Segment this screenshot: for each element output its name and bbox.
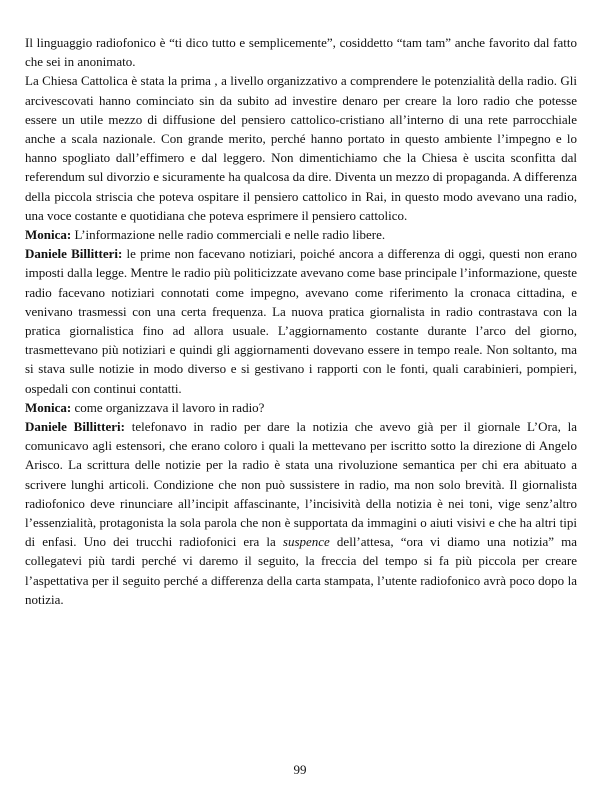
dialogue-text: telefonavo in radio per dare la notizia che avevo già per il giornale L’Ora, la comunicavo agli estensori, che erano coloro i quali la mettevano per iscritto sotto la direzione di Angelo Arisco. La scrittura delle notizie per la radio è stata una rivoluzione semantica per chi era abituato a scrivere lunghi articoli. Condizione che non può sussistere in radio, ma non solo brevità. Il giornalista radiofonico deve rinunciare all’incipit affascinante, l’incisività della notizia è nei toni, vige senz’altro l’essenzialità, protagonista la sola parola che non è supportata da immagini o aiuti visivi e che ha altri tipi di enfasi. Uno dei trucchi radiofonici era la (25, 419, 578, 550)
speaker-label: Daniele Billitteri: (25, 419, 125, 435)
speaker-label: Daniele Billitteri: (25, 246, 123, 262)
paragraph-chiesa-cattolica: La Chiesa Cattolica è stata la prima , a livello organizzativo a comprendere le potenzialità della radio. Gli arcivescovati hanno cominciato sin da subito ad investire denaro per creare la loro radio che potesse essere un utile mezzo di diffusione del pensiero cattolico-cristiano all’interno di una rete parrocchiale anche a scala nazionale. Con grande merito, perché hanno portato in questo ambiente l’impegno e lo hanno spogliato dall’effimero e dal leggero. Non dimentichiamo che la Chiesa è uscita sconfitta dal referendum sul divorzio e sicuramente ha qualcosa da dire. Diventa un mezzo di propaganda. A differenza della piccola striscia che poteva ospitare il pensiero cattolico in Rai, in questo modo avevano una radio, una voce costante e quotidiana che poteva esprimere il pensiero cattolico. (25, 73, 577, 223)
dialogue-text-continued: dell’attesa, “ora vi diamo una notizia” ma collegatevi più tardi perché vi daremo il seguito, la freccia del tempo si fa più piccola per creare l’aspettativa per il seguito perché a differenza della carta stampata, l’utente radiofonico avrà poco dopo la notizia. (25, 534, 577, 607)
speaker-label: Monica: (25, 227, 72, 243)
dialogue-text: le prime non facevano notiziari, poiché ancora a differenza di oggi, questi non erano imposti dalla legge. Mentre le radio più politicizzate avevano come base principale l’informazione, queste radio facevano notiziari connotati come impegno, avevano come riferimento la cronaca cittadina, e venivano trasmessi con una certa frequenza. La nuova pratica giornalista in radio contrastava con la pratica giornalistica fino ad allora usuale. L’aggiornamento costante durante l’arco del giorno, trasmettevano più notiziari e quindi gli aggiornamenti dovevano essere in tempo reale. Non soltanto, ma si stava sulle notizie in modo diverso e si gestivano i rapporti con le fonti, quali carabinieri, pompieri, ospedali con continui contatti. (25, 246, 577, 396)
dialogue-monica-question-1 (25, 225, 577, 244)
paragraph-intro: Il linguaggio radiofonico è “ti dico tutto e semplicemente”, cosiddetto “tam tam” anche favorito dal fatto che sei in anonimato. (25, 35, 577, 70)
dialogue-billitteri-answer-1 (25, 244, 577, 398)
page-number: 99 (293, 762, 307, 777)
dialogue-monica-question-2 (25, 398, 577, 417)
dialogue-text: L’informazione nelle radio commerciali e nelle radio libere. (71, 227, 386, 243)
emphasis-suspence: suspence (282, 534, 330, 550)
speaker-label: Monica: (25, 399, 72, 415)
dialogue-text: come organizzava il lavoro in radio? (71, 399, 265, 415)
document-page (25, 33, 577, 609)
dialogue-billitteri-answer-2 (25, 417, 577, 609)
